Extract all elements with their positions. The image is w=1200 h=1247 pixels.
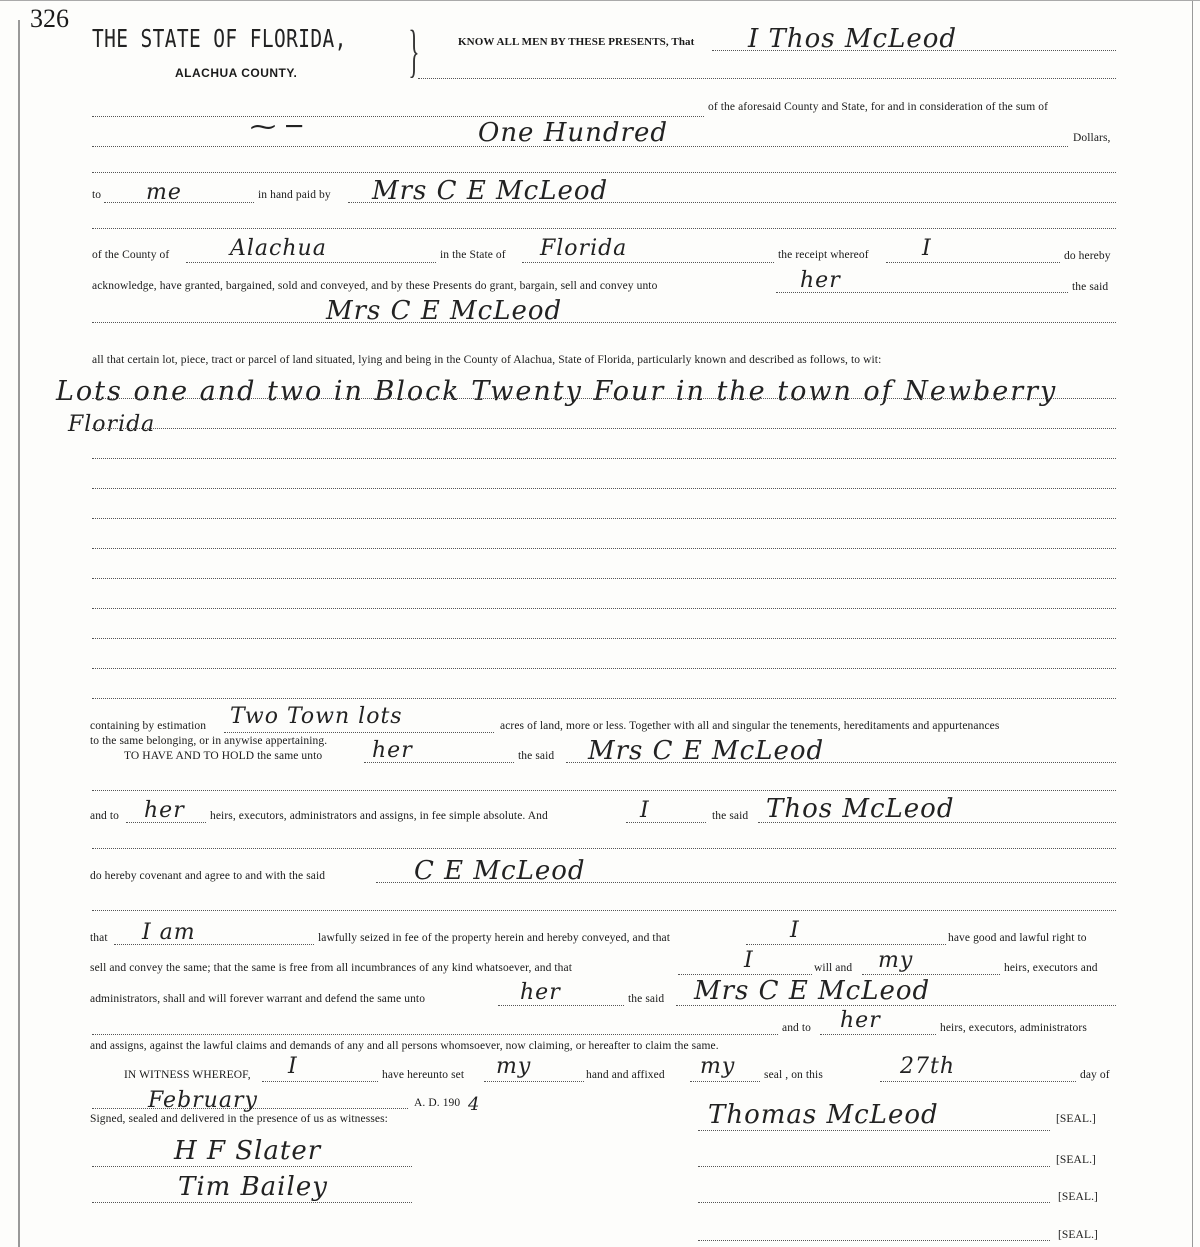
grantee-handwritten: Mrs C E McLeod xyxy=(326,296,563,326)
description-line2: Florida xyxy=(68,412,156,437)
acres-text: acres of land, more or less. Together with all and singular the tenements, hereditaments and appurtenances xyxy=(500,720,1000,732)
have-hereunto-text: have hereunto set xyxy=(382,1069,465,1081)
paid-by-handwritten: Mrs C E McLeod xyxy=(372,176,609,206)
heirs-exec-2-text: heirs, executors and xyxy=(1004,962,1098,974)
to-text: to xyxy=(92,189,102,201)
affixed-my-handwritten: my xyxy=(700,1054,736,1079)
state-title: THE STATE OF FLORIDA, xyxy=(92,24,347,53)
rule xyxy=(224,732,494,733)
seal-1: [SEAL.] xyxy=(1056,1113,1096,1125)
rule xyxy=(886,262,1060,263)
signature-handwritten: Thomas McLeod xyxy=(708,1100,939,1130)
rule xyxy=(92,518,1116,519)
description-line1: Lots one and two in Block Twenty Four in the town of Newberry xyxy=(56,376,1058,407)
rule xyxy=(92,146,1068,147)
witness-1-handwritten: H F Slater xyxy=(174,1136,322,1166)
rule xyxy=(92,910,1116,911)
have-good-text: have good and lawful right to xyxy=(948,932,1087,944)
rule xyxy=(484,1081,584,1082)
seal-4: [SEAL.] xyxy=(1058,1229,1098,1241)
county-title: ALACHUA COUNTY. xyxy=(175,66,298,80)
hold-unto-handwritten: her xyxy=(372,738,413,763)
year-digit-handwritten: 4 xyxy=(468,1094,481,1115)
to-have-text: TO HAVE AND TO HOLD the same unto xyxy=(124,750,323,762)
the-said-4: the said xyxy=(628,993,665,1005)
acknowledge-text: acknowledge, have granted, bargained, sold and conveyed, and by these Presents do grant, bargain, sell and convey unto xyxy=(92,280,658,292)
rule xyxy=(698,1166,1050,1167)
to-whom-handwritten: me xyxy=(146,180,182,205)
rule xyxy=(746,944,946,945)
rule xyxy=(418,78,1116,79)
rule xyxy=(262,1081,378,1082)
heirs-of-handwritten: her xyxy=(144,798,185,823)
covenant-text: do hereby covenant and agree to and with the said xyxy=(90,870,326,882)
rule xyxy=(880,1081,1076,1082)
rule xyxy=(626,822,706,823)
and-that-handwritten: I xyxy=(790,918,800,943)
heirs-exec-text: heirs, executors, administrators and assigns, in fee simple absolute. And xyxy=(210,810,548,822)
receipt-whereof-text: the receipt whereof xyxy=(778,249,869,261)
county-of-text: of the County of xyxy=(92,249,170,261)
in-hand-paid-text: in hand paid by xyxy=(258,189,331,201)
seal-on-this-text: seal , on this xyxy=(764,1069,823,1081)
will-heirs-handwritten: my xyxy=(878,948,914,973)
amount-handwritten: One Hundred xyxy=(478,118,668,148)
rule xyxy=(678,974,812,975)
and-to-heirs-handwritten: her xyxy=(840,1008,881,1033)
witness-pronoun-handwritten: I xyxy=(288,1054,298,1079)
and-to-text: and to xyxy=(90,810,120,822)
rule xyxy=(92,578,1116,579)
hand-affixed-text: hand and affixed xyxy=(586,1069,665,1081)
that-am-handwritten: I am xyxy=(142,920,196,945)
set-my-handwritten: my xyxy=(496,1054,532,1079)
rule xyxy=(498,1005,624,1006)
all-that-text: all that certain lot, piece, tract or parcel of land situated, lying and being in the County of Alachua, State of Florida, particularly known and described as follows, to wit: xyxy=(92,354,882,366)
will-and-text: will and xyxy=(814,962,853,974)
signed-sealed-text: Signed, sealed and delivered in the presence of us as witnesses: xyxy=(90,1113,388,1125)
rule xyxy=(186,262,436,263)
state-of-text: in the State of xyxy=(440,249,506,261)
covenant-with-handwritten: C E McLeod xyxy=(414,856,586,886)
rule xyxy=(698,1240,1050,1241)
rule xyxy=(698,1130,1050,1131)
rule xyxy=(92,548,1116,549)
rule xyxy=(820,1034,936,1035)
heirs-exec-admin-text: heirs, executors, administrators xyxy=(940,1022,1087,1034)
grantor-handwritten: I Thos McLeod xyxy=(748,24,958,54)
county-handwritten: Alachua xyxy=(230,236,327,261)
rule xyxy=(92,1034,778,1035)
day-of-text: day of xyxy=(1080,1069,1110,1081)
rule xyxy=(92,398,1116,399)
administrators-text: administrators, shall and will forever warrant and defend the same unto xyxy=(90,993,426,1005)
seal-3: [SEAL.] xyxy=(1058,1191,1098,1203)
convey-unto-handwritten: her xyxy=(800,268,841,293)
and-pronoun-handwritten: I xyxy=(640,798,650,823)
the-said-3: the said xyxy=(712,810,749,822)
rule xyxy=(92,1202,412,1203)
rule xyxy=(522,262,774,263)
containing-text: containing by estimation xyxy=(90,720,207,732)
rule xyxy=(92,458,1116,459)
month-handwritten: February xyxy=(148,1088,258,1113)
rule xyxy=(92,790,1116,791)
rule xyxy=(92,698,1116,699)
page-left-edge xyxy=(18,20,20,1247)
estimation-handwritten: Two Town lots xyxy=(230,704,403,729)
rule xyxy=(92,228,1116,229)
state-handwritten: Florida xyxy=(540,236,628,261)
rule xyxy=(92,322,1116,323)
rule xyxy=(92,1166,412,1167)
sell-convey-text: sell and convey the same; that the same is free from all incumbrances of any kind whatsoever, and that xyxy=(90,962,573,974)
rule xyxy=(92,428,1116,429)
rule xyxy=(92,172,1116,173)
brace-icon: } xyxy=(408,18,420,83)
witness-2-handwritten: Tim Bailey xyxy=(178,1172,328,1202)
and-said-handwritten: Thos McLeod xyxy=(766,794,955,824)
in-witness-text: IN WITNESS WHEREOF, xyxy=(124,1069,251,1081)
defend-unto-handwritten: her xyxy=(520,980,561,1005)
the-said-1: the said xyxy=(1072,281,1109,293)
page-right-edge xyxy=(1192,0,1193,1247)
page-top-edge xyxy=(0,0,1200,1)
defend-said-handwritten: Mrs C E McLeod xyxy=(694,976,931,1006)
page-number: 326 xyxy=(30,4,69,33)
rule xyxy=(92,638,1116,639)
seal-2: [SEAL.] xyxy=(1056,1154,1096,1166)
rule xyxy=(690,1081,760,1082)
rule xyxy=(92,116,704,117)
rule xyxy=(92,608,1116,609)
dash-handwritten: ⁓ ─ xyxy=(250,112,303,142)
rule xyxy=(698,1202,1050,1203)
aforesaid-text: of the aforesaid County and State, for and in consideration of the sum of xyxy=(708,101,1049,113)
hold-said-handwritten: Mrs C E McLeod xyxy=(588,736,825,766)
rule xyxy=(92,488,1116,489)
and-to-2-text: and to xyxy=(782,1022,812,1034)
rule xyxy=(92,668,1116,669)
lawfully-seized-text: lawfully seized in fee of the property herein and hereby conveyed, and that xyxy=(318,932,671,944)
receipt-by-handwritten: I xyxy=(922,236,932,261)
assigns-against-text: and assigns, against the lawful claims and demands of any and all persons whomsoever, now claiming, or hereafter to claim the same. xyxy=(90,1040,719,1052)
rule xyxy=(862,974,1000,975)
that-text: that xyxy=(90,932,108,944)
will-subject-handwritten: I xyxy=(744,948,754,973)
ad-text: A. D. 190 xyxy=(414,1097,461,1109)
dollars-text: Dollars, xyxy=(1073,132,1111,144)
do-hereby-text: do hereby xyxy=(1064,250,1111,262)
know-all-men: KNOW ALL MEN BY THESE PRESENTS, That xyxy=(458,36,695,48)
the-said-2: the said xyxy=(518,750,555,762)
same-belonging-text: to the same belonging, or in anywise appertaining. xyxy=(90,735,328,747)
day-handwritten: 27th xyxy=(900,1054,956,1079)
rule xyxy=(92,848,1116,849)
